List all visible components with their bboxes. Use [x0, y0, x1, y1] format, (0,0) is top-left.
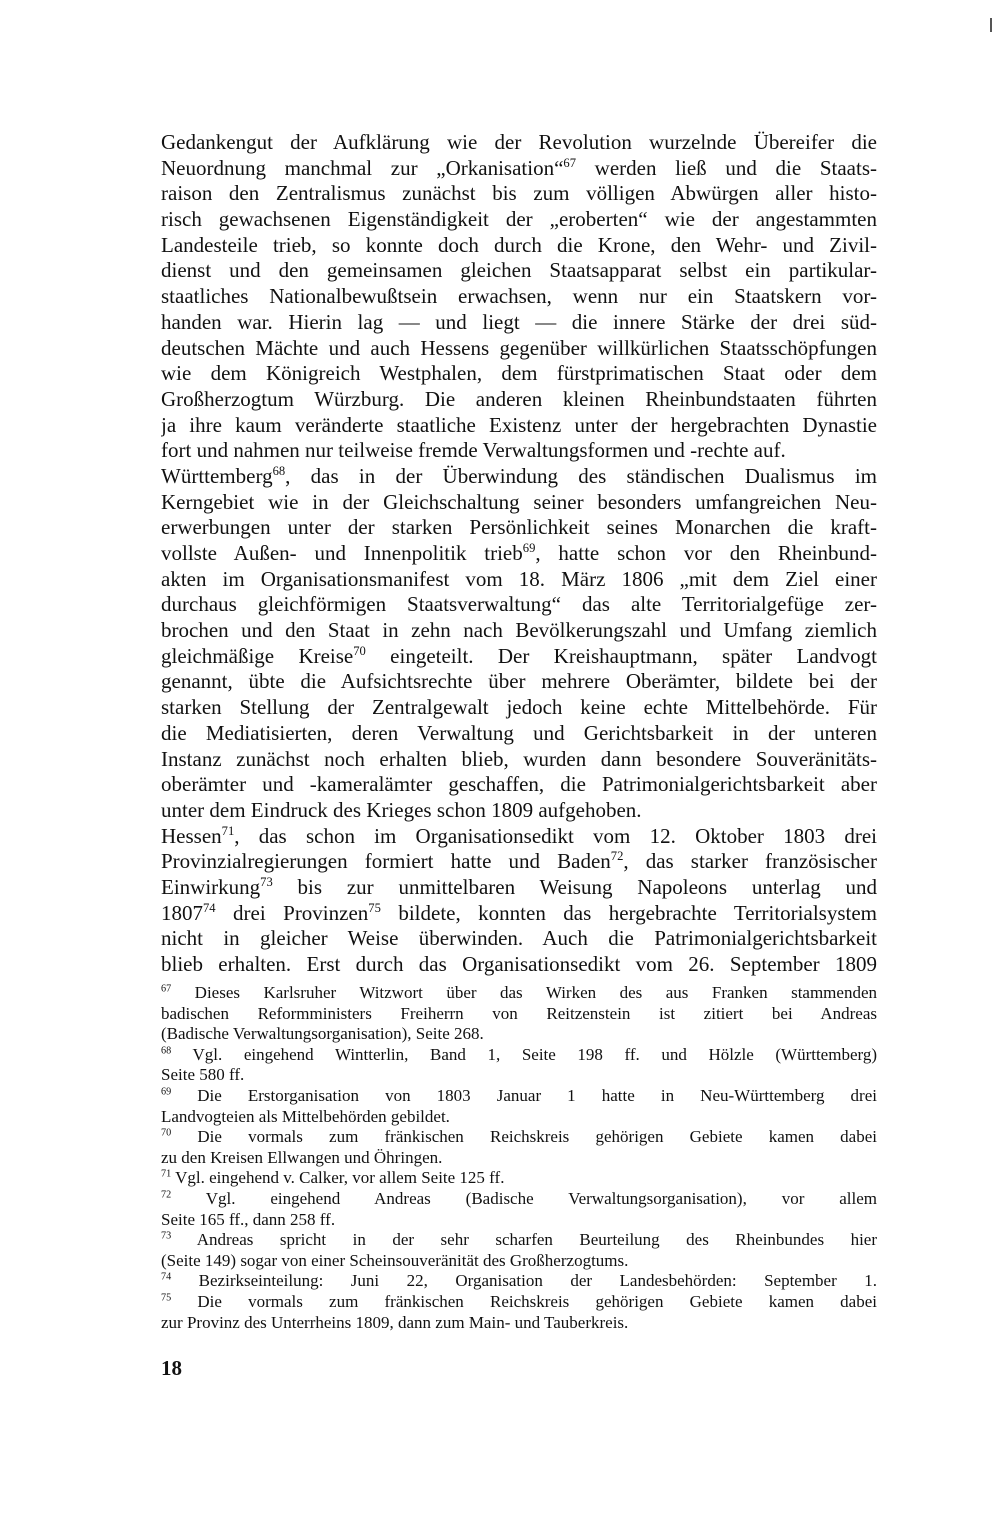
body-line: [161, 156, 877, 182]
body-line: [161, 747, 877, 773]
body-line: [161, 592, 877, 618]
body-line: [161, 361, 877, 387]
footnote-marker: 70: [353, 643, 366, 658]
body-text: ja ihre kaum veränderte staatliche Existenz unter der hergebrachten Dynastie: [161, 412, 877, 437]
body-line: [161, 926, 877, 952]
body-text: Gedankengut der Aufklärung wie der Revolution wurzelnde Übereifer die: [161, 130, 877, 154]
footnote-line: [161, 1271, 877, 1292]
footnote-text: Seite 580 ff.: [161, 1065, 245, 1085]
body-line: [161, 233, 877, 259]
footnote-marker: 71: [221, 823, 235, 838]
footnote-marker: 74: [161, 1271, 172, 1283]
footnote-text: zu den Kreisen Ellwangen und Öhringen.: [161, 1147, 443, 1167]
body-line: [161, 798, 877, 824]
body-text: , das schon im Organisationsedikt vom 12. Oktober 1803 drei: [234, 823, 877, 848]
body-text: dienst und den gemeinsamen gleichen Staatsapparat selbst ein partikular-: [161, 258, 877, 283]
footnote-line: [161, 1004, 877, 1025]
body-text: [161, 130, 877, 978]
body-line: [161, 669, 877, 695]
body-line: [161, 258, 877, 284]
footnote-marker: 69: [522, 541, 536, 555]
footnote-text: Die vormals zum fränkischen Reichskreis gehörigen Gebiete kamen dabei: [171, 1127, 877, 1147]
footnote-marker: 68: [161, 1045, 172, 1057]
footnote-text: Vgl. eingehend Andreas (Badische Verwaltungsorganisation), vor allem: [171, 1188, 877, 1208]
body-text: durchaus gleichförmigen Staatsverwaltung“ das alte Territorialgefüge zer-: [161, 592, 877, 617]
body-line: [161, 849, 877, 875]
body-line: [161, 567, 877, 593]
footnote-text: badischen Reformministers Freiherrn von Reitzenstein ist zitiert bei Andreas: [161, 1003, 877, 1023]
footnote-marker: 75: [161, 1292, 172, 1304]
body-line: [161, 644, 877, 670]
body-text: wie dem Königreich Westphalen, dem fürstprimatischen Staat oder dem: [161, 361, 877, 386]
body-line: [161, 310, 877, 336]
body-text: oberämter und -kameralämter geschaffen, die Patrimonialgerichtsbarkeit aber: [161, 772, 877, 797]
footnote-text: (Badische Verwaltungsorganisation), Seite 268.: [161, 1024, 484, 1044]
body-text: raison den Zentralismus zunächst bis zum völligen Abwürgen aller histo-: [161, 181, 877, 206]
body-line: [161, 438, 877, 464]
footnote-marker: 73: [161, 1230, 172, 1242]
body-text: Landesteile trieb, so konnte doch durch die Krone, den Wehr- und Zivil-: [161, 232, 877, 257]
body-text: Hessen: [161, 823, 222, 848]
body-line: [161, 181, 877, 207]
body-line: [161, 695, 877, 721]
footnote-text: Vgl. eingehend Wintterlin, Band 1, Seite 198 ff. und Hölzle (Württemberg): [171, 1044, 877, 1064]
body-text: risch gewachsenen Eigenständigkeit der „eroberten“ wie der angestammten: [161, 207, 877, 232]
footnote-marker: 71: [161, 1168, 172, 1180]
footnote-line: [161, 983, 877, 1004]
footnote-line: [161, 1065, 877, 1086]
body-line: [161, 284, 877, 310]
body-text: unter dem Eindruck des Krieges schon 1809 aufgehoben.: [161, 797, 642, 822]
body-line: [161, 541, 877, 567]
footnote-line: [161, 1148, 877, 1169]
body-line: [161, 413, 877, 439]
body-line: [161, 875, 877, 901]
body-line: [161, 721, 877, 747]
body-text: bis zur unmittelbaren Weisung Napoleons unterlag und: [272, 874, 877, 899]
footnote-marker: 68: [272, 463, 286, 478]
footnote-line: [161, 1107, 877, 1128]
footnote-line: [161, 1189, 877, 1210]
footnote-line: [161, 1292, 877, 1313]
body-line: [161, 515, 877, 541]
footnote-text: Die Erstorganisation von 1803 Januar 1 hatte in Neu-Württemberg drei: [171, 1085, 877, 1105]
footnote-line: [161, 1045, 877, 1066]
body-line: [161, 901, 877, 927]
body-text: Kerngebiet wie in der Gleichschaltung seiner besonders umfangreichen Neu-: [161, 489, 877, 514]
body-line: [161, 772, 877, 798]
footnote-line: [161, 1024, 877, 1045]
body-text: brochen und den Staat in zehn nach Bevölkerungszahl und Umfang ziemlich: [161, 618, 877, 643]
footnote-line: [161, 1230, 877, 1251]
footnote-marker: 69: [161, 1086, 172, 1098]
body-text: , hatte schon vor den Rheinbund-: [535, 541, 877, 565]
footnote-line: [161, 1086, 877, 1107]
body-line: [161, 464, 877, 490]
footnote-text: Bezirkseinteilung: Juni 22, Organisation der Landesbehörden: September 1.: [171, 1271, 877, 1291]
body-line: [161, 618, 877, 644]
footnote-marker: 70: [161, 1127, 172, 1139]
body-text: Instanz zunächst noch erhalten blieb, wurden dann besondere Souveränitäts-: [161, 746, 877, 771]
footnote-line: [161, 1251, 877, 1272]
footnote-text: Die vormals zum fränkischen Reichskreis gehörigen Gebiete kamen dabei: [171, 1291, 877, 1311]
body-text: handen war. Hierin lag — und liegt — die innere Stärke der drei süd-: [161, 309, 877, 334]
body-text: drei Provinzen: [215, 900, 369, 925]
footnote-text: zur Provinz des Unterrheins 1809, dann zum Main- und Tauberkreis.: [161, 1312, 629, 1332]
body-text: Württemberg: [161, 463, 273, 488]
footnote-line: [161, 1210, 877, 1231]
footnote-text: Seite 165 ff., dann 258 ff.: [161, 1209, 336, 1229]
footnote-marker: 75: [368, 900, 381, 915]
footnote-marker: 74: [203, 900, 216, 915]
footnotes: [161, 983, 877, 1333]
body-text: die Mediatisierten, deren Verwaltung und Gerichtsbarkeit in der unteren: [161, 720, 877, 745]
body-text: nicht in gleicher Weise überwinden. Auch die Patrimonialgerichtsbarkeit: [161, 926, 877, 951]
body-text: , das starker französischer: [623, 849, 877, 874]
body-line: [161, 387, 877, 413]
footnote-marker: 72: [161, 1189, 172, 1201]
body-text: , das in der Überwindung des ständischen Dualismus im: [285, 463, 877, 488]
body-line: [161, 336, 877, 362]
footnote-text: Dieses Karlsruher Witzwort über das Wirken des aus Franken stammenden: [171, 983, 877, 1002]
footnote-text: Vgl. eingehend v. Calker, vor allem Seite 125 ff.: [171, 1168, 505, 1188]
body-text: staatliches Nationalbewußtsein erwachsen, wenn nur ein Staatskern vor-: [161, 284, 877, 309]
body-text: genannt, übte die Aufsichtsrechte über mehrere Oberämter, bildete bei der: [161, 669, 877, 694]
body-text: Einwirkung: [161, 874, 261, 899]
body-text: Neuordnung manchmal zur „Orkanisation“: [161, 155, 564, 180]
body-text: Provinzialregierungen formiert hatte und Baden: [161, 849, 611, 874]
body-text: erwerbungen unter der starken Persönlichkeit seines Monarchen die kraft-: [161, 515, 877, 540]
body-text: 1807: [161, 900, 203, 925]
footnote-text: (Seite 149) sogar von einer Scheinsouveränität des Großherzogtums.: [161, 1250, 629, 1270]
body-text: Großherzogtum Würzburg. Die anderen kleinen Rheinbundstaaten führten: [161, 386, 877, 411]
body-line: [161, 490, 877, 516]
body-line: [161, 952, 877, 978]
footnote-line: [161, 1313, 877, 1334]
body-text: fort und nahmen nur teilweise fremde Verwaltungsformen und -rechte auf.: [161, 438, 786, 463]
body-text: gleichmäßige Kreise: [161, 643, 354, 668]
body-line: [161, 207, 877, 233]
body-line: [161, 130, 877, 156]
footnote-marker: 67: [161, 983, 172, 995]
body-text: vollste Außen- und Innenpolitik trieb: [161, 541, 523, 565]
footnote-line: [161, 1127, 877, 1148]
footnote-line: [161, 1168, 877, 1189]
footnote-marker: 72: [610, 849, 624, 864]
body-line: [161, 824, 877, 850]
body-text: starken Stellung der Zentralgewalt jedoch keine echte Mittelbehörde. Für: [161, 695, 877, 720]
body-text: bildete, konnten das hergebrachte Territorialsystem: [380, 900, 877, 925]
body-text: werden ließ und die Staats-: [576, 155, 877, 180]
footnote-text: Landvogteien als Mittelbehörden gebildet.: [161, 1106, 450, 1126]
footnote-text: Andreas spricht in der sehr scharfen Beurteilung des Rheinbundes hier: [171, 1230, 877, 1250]
footnote-marker: 67: [563, 155, 576, 170]
body-text: eingeteilt. Der Kreishauptmann, später Landvogt: [365, 643, 877, 668]
body-text: akten im Organisationsmanifest vom 18. März 1806 „mit dem Ziel einer: [161, 566, 877, 591]
scan-edge-mark: [990, 18, 992, 32]
body-text: blieb erhalten. Erst durch das Organisationsedikt vom 26. September 1809: [161, 952, 877, 976]
footnote-marker: 73: [260, 874, 273, 889]
body-text: deutschen Mächte und auch Hessens gegenüber willkürlichen Staatsschöpfungen: [161, 335, 877, 360]
page-number: 18: [161, 1356, 182, 1380]
